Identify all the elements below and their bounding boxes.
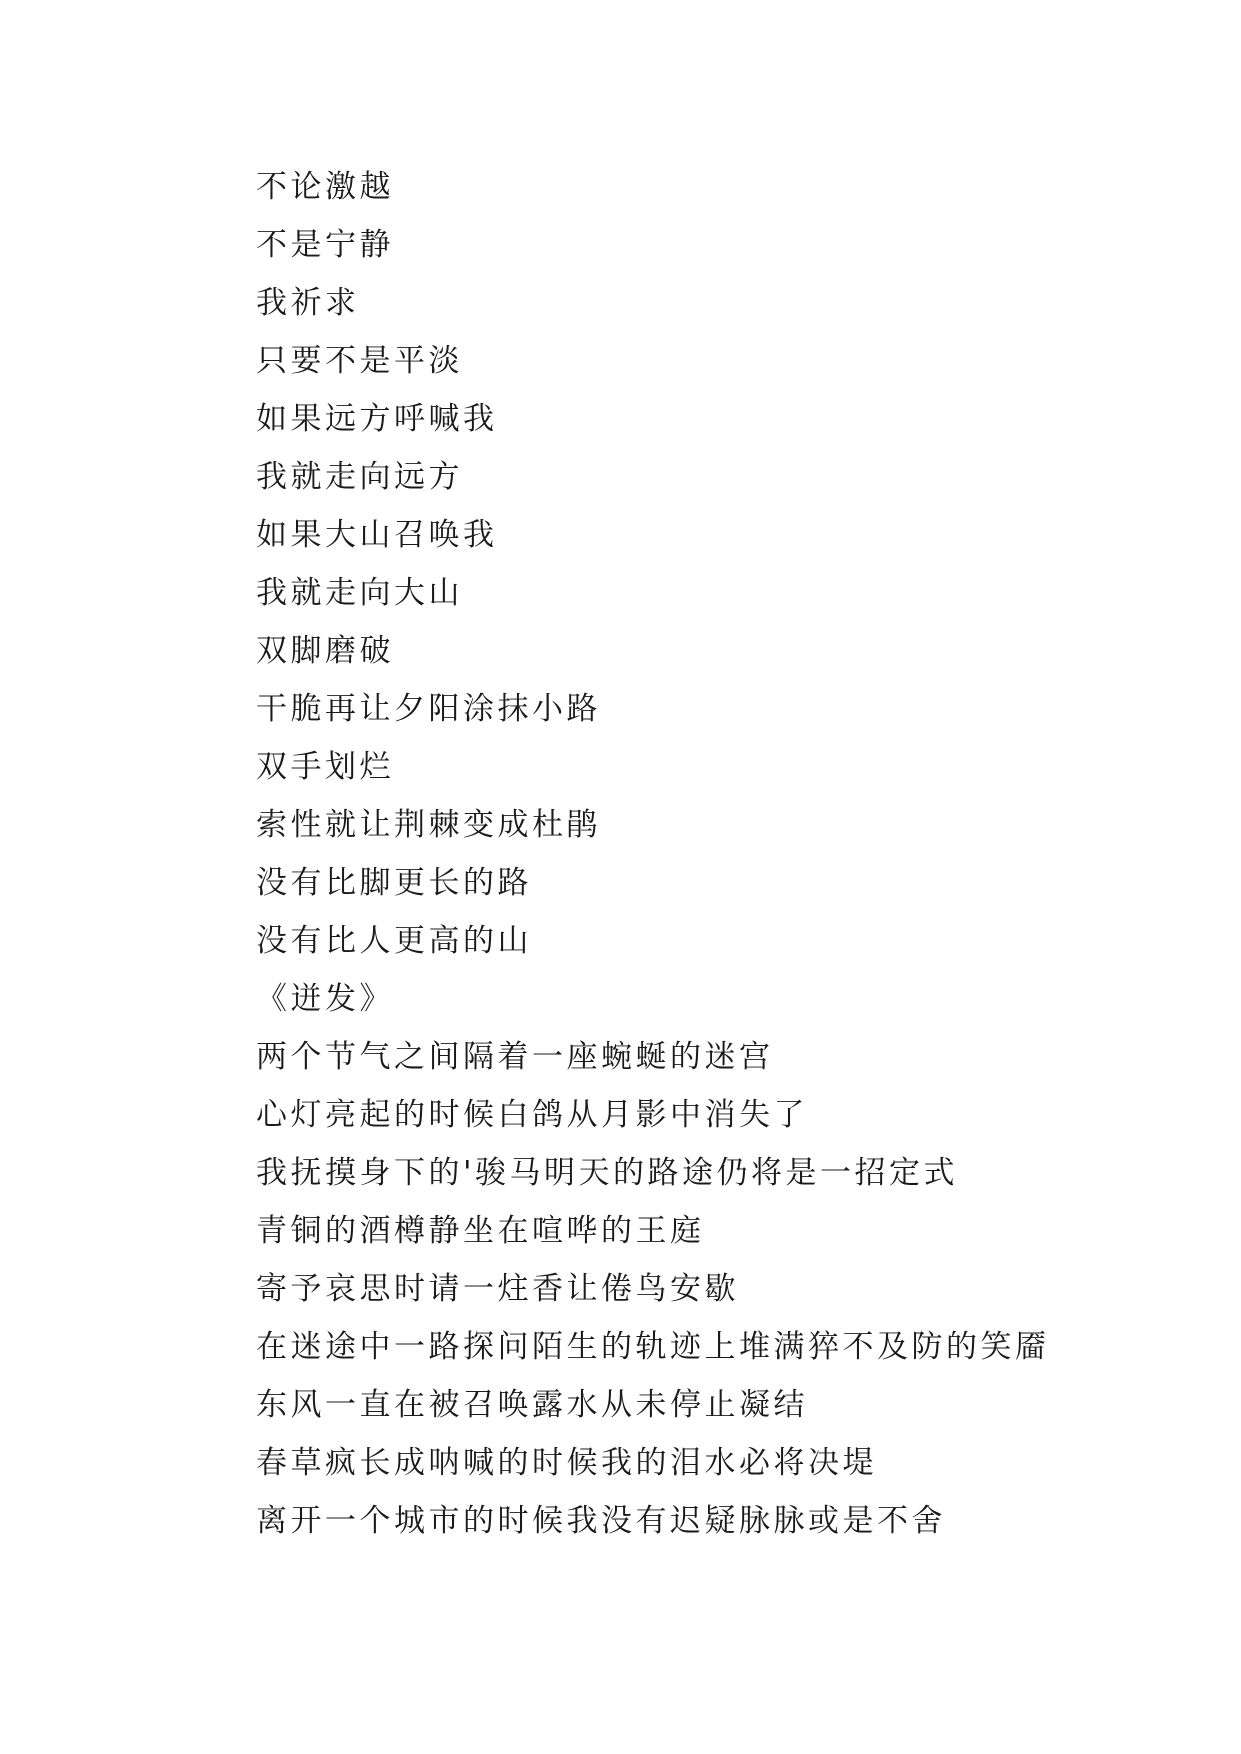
text-line: 离开一个城市的时候我没有迟疑脉脉或是不舍 — [256, 1503, 946, 1539]
text-line: 我就走向大山 — [256, 575, 463, 611]
text-line: 双脚磨破 — [256, 633, 394, 669]
text-line: 索性就让荆棘变成杜鹃 — [256, 807, 601, 843]
text-line: 东风一直在被召唤露水从未停止凝结 — [256, 1387, 808, 1423]
text-line: 没有比人更高的山 — [256, 923, 532, 959]
text-line: 只要不是平淡 — [256, 343, 463, 379]
text-line: 不论激越 — [256, 169, 394, 205]
text-line: 两个节气之间隔着一座蜿蜒的迷宫 — [256, 1039, 774, 1075]
text-line: 我祈求 — [256, 285, 360, 321]
text-line: 我就走向远方 — [256, 459, 463, 495]
text-line: 春草疯长成呐喊的时候我的泪水必将决堤 — [256, 1445, 877, 1481]
poem-text — [256, 158, 1050, 1550]
text-line: 心灯亮起的时候白鸽从月影中消失了 — [256, 1097, 808, 1133]
text-line: 如果大山召唤我 — [256, 517, 498, 553]
text-line: 如果远方呼喊我 — [256, 401, 498, 437]
text-line: 不是宁静 — [256, 227, 394, 263]
text-line: 在迷途中一路探问陌生的轨迹上堆满猝不及防的笑靥 — [256, 1329, 1050, 1365]
text-line: 没有比脚更长的路 — [256, 865, 532, 901]
poem-title: 《迸发》 — [256, 981, 394, 1017]
text-line: 我抚摸身下的'骏马明天的路途仍将是一招定式 — [256, 1155, 959, 1191]
text-line: 双手划烂 — [256, 749, 394, 785]
text-line: 干脆再让夕阳涂抹小路 — [256, 691, 601, 727]
text-line: 寄予哀思时请一炷香让倦鸟安歇 — [256, 1271, 739, 1307]
text-line: 青铜的酒樽静坐在喧哗的王庭 — [256, 1213, 705, 1249]
